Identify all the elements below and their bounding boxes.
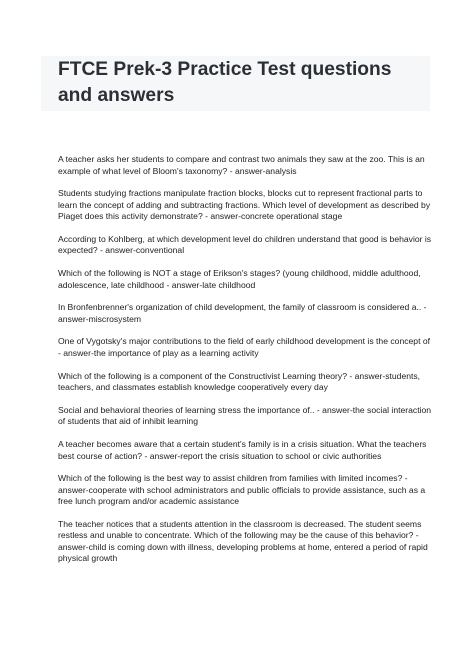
qa-item: One of Vygotsky's major contributions to the field of early childhood development is the concept of - answer-the importance of play as a learning activity	[58, 336, 431, 358]
qa-item: According to Kohlberg, at which development level do children understand that good is behavior is expected? - answer-conventional	[58, 233, 432, 256]
qa-list	[58, 154, 432, 576]
qa-item: Social and behavioral theories of learning stress the importance of.. - answer-the social interaction of students that aid of inhibit learning	[58, 404, 432, 427]
document-title: FTCE Prek-3 Practice Test questions and answers	[58, 59, 392, 106]
qa-item: Students studying fractions manipulate fraction blocks, blocks cut to represent fractional parts to learn the concept of adding and subtracting fractions. Which level of development as described by Piaget does this activity demonstrate? - answer-concrete operational stage	[58, 188, 431, 222]
qa-item: A teacher asks her students to compare and contrast two animals they saw at the zoo. This is an example of what level of Bloom's taxonomy? - answer-analysis	[58, 154, 425, 176]
qa-item: The teacher notices that a students attention in the classroom is decreased. The student seems restless and unable to concentrate. Which of the following may be the cause of this behavior? - answer-child is coming down with illness, developing problems at home, entered a period of rapid physical growth	[58, 518, 428, 564]
qa-item: Which of the following is the best way to assist children from families with limited incomes? - answer-cooperate with school administrators and public officials to provide assistance, such as a free lunch program and/or academic assistance	[58, 473, 426, 507]
qa-item: In Bronfenbrenner's organization of child development, the family of classroom is considered a.. - answer-miscrosystem	[58, 302, 427, 324]
qa-item: A teacher becomes aware that a certain student's family is in a crisis situation. What the teachers best course of action? - answer-report the crisis situation to school or civic authorities	[58, 439, 427, 461]
qa-item: Which of the following is NOT a stage of Erikson's stages? (young childhood, middle adulthood, adolescence, late childhood - answer-late childhood	[58, 268, 421, 290]
qa-item: Which of the following is a component of the Constructivist Learning theory? - answer-students, teachers, and classmates establish knowledge cooperatively every day	[58, 370, 421, 393]
